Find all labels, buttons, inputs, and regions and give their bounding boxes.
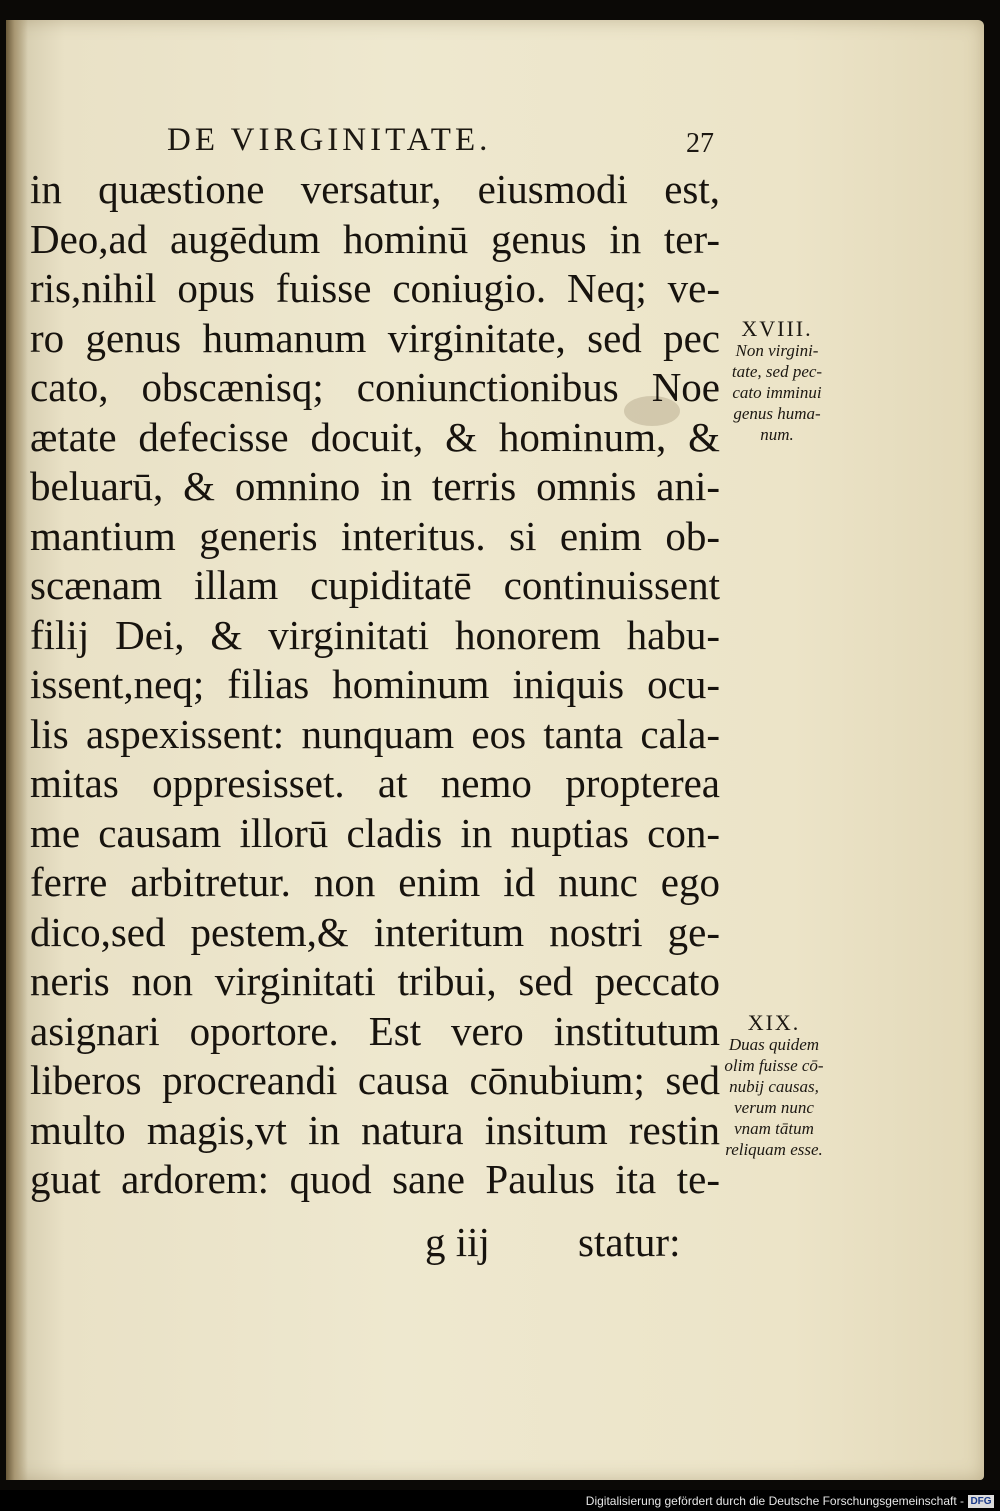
margin-note-gloss: Duas quidem olim fuisse cō- nubij causas, verum nunc vnam tātum reliquam esse. [724, 1035, 824, 1159]
text-line: mantium generis interitus. si enim ob- [30, 512, 720, 559]
text-line: guat ardorem: quod sane Paulus ita te- [30, 1156, 720, 1202]
text-line: ferre arbitretur. non enim id nunc ego [30, 859, 720, 905]
page-gutter [6, 20, 28, 1480]
margin-note-number: XIX. [747, 1010, 801, 1035]
signature-mark: g iij [425, 1219, 490, 1265]
text-line: scænam illam cupiditatē continuissent [30, 562, 720, 608]
text-line: ætate defecisse docuit, & hominum, & [30, 413, 720, 460]
margin-note-19 [704, 1012, 844, 1160]
text-line: multo magis,vt in natura insitum restin [30, 1106, 720, 1153]
margin-note-number: XVIII. [741, 316, 813, 341]
page-number: 27 [686, 128, 714, 159]
text-line: filij Dei, & virginitati honorem habu- [30, 611, 720, 658]
text-line: Deo,ad augēdum hominū genus in ter- [30, 215, 720, 262]
text-line: me causam illorū cladis in nuptias con- [30, 809, 720, 856]
text-line: lis aspexissent: nunquam eos tanta cala- [30, 710, 720, 757]
text-line: ris,nihil opus fuisse coniugio. Neq; ve- [30, 265, 720, 311]
margin-note-gloss: Non virgini- tate, sed pec- cato imminui genus huma- num. [731, 341, 823, 444]
footer-bar [0, 1490, 1000, 1511]
dfg-logo-icon: DFG [968, 1495, 994, 1508]
digitization-credit: Digitalisierung gefördert durch die Deutsche Forschungsgemeinschaft - [585, 1494, 964, 1508]
text-line: issent,neq; filias hominum iniquis ocu- [30, 661, 720, 707]
catchline [30, 1218, 720, 1268]
text-line: asignari oportore. Est vero institutum [30, 1007, 720, 1054]
text-line: beluarū, & omnino in terris omnis ani- [30, 463, 720, 509]
text-line: in quæstione versatur, eiusmodi est, [30, 166, 720, 212]
main-text-block [30, 165, 720, 1205]
catchword: statur: [578, 1219, 681, 1265]
text-line: mitas oppresisset. at nemo propterea [30, 760, 720, 806]
text-line: cato, obscænisq; coniunctionibus Noe [30, 364, 720, 410]
running-head: DE VIRGINITATE. [167, 122, 492, 158]
text-line: dico,sed pestem,& interitum nostri ge- [30, 908, 720, 955]
text-line: liberos procreandi causa cōnubium; sed [30, 1057, 720, 1103]
text-line: ro genus humanum virginitate, sed pec [30, 314, 720, 361]
text-line: neris non virginitati tribui, sed peccato [30, 958, 720, 1004]
margin-note-18 [706, 318, 848, 445]
